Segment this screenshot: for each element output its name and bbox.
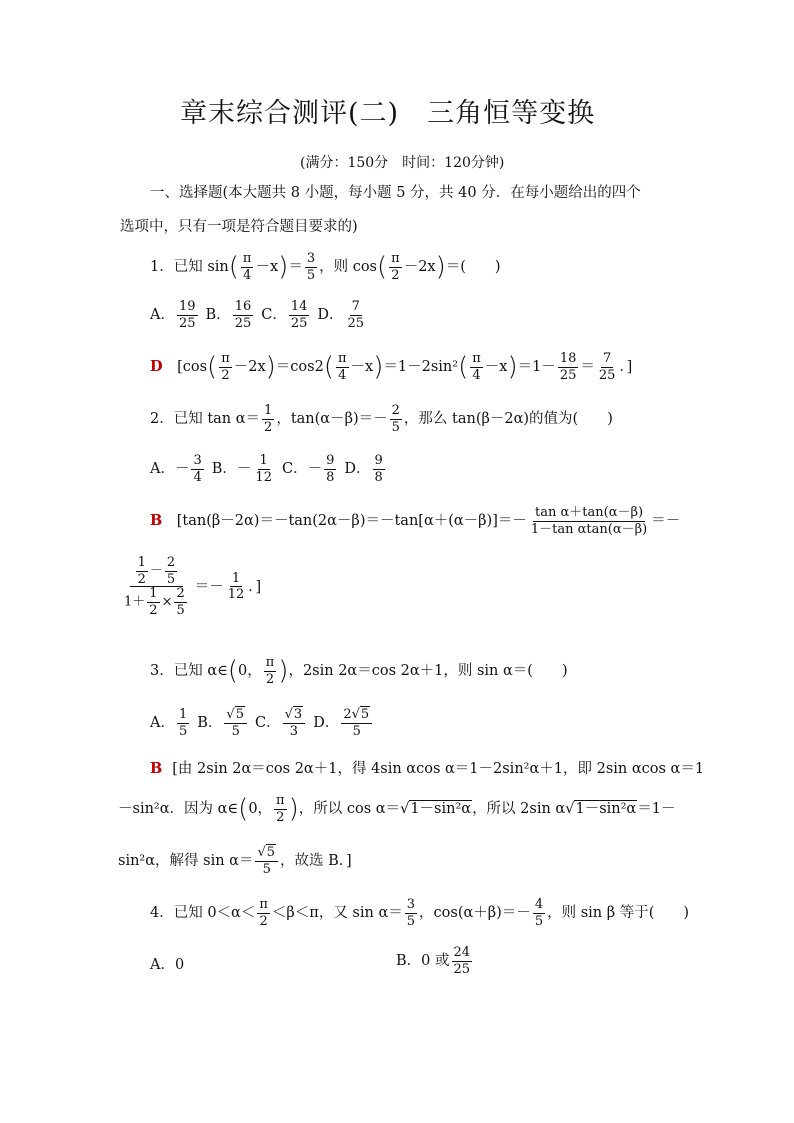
q3-answer: B <box>150 760 163 777</box>
q1-prefix: 1．已知 sin <box>150 258 229 275</box>
question-4: 4．已知 0＜α＜ $\frac{\pi}{2}$ ＜β＜π，又 sin α＝ $\frac{3}{5}$ ，cos(α＋β)＝－ $\frac{4}{5}$ ，则 sin β 等于( ) <box>150 897 690 929</box>
q2-answer: B <box>150 511 163 529</box>
q2-options: A．－ $\frac{3}{4}$ B．－ $\frac{1}{12}$ C．－ $\frac{9}{8}$ D． $\frac{9}{8}$ <box>150 453 383 485</box>
question-2: 2．已知 tan α＝ $\frac{1}{2}$ ，tan(α－β)＝－ $\frac{2}{5}$ ，那么 tan(β－2α)的值为( ) <box>150 403 613 435</box>
q1-options: A． $\frac{19}{25}$ B． $\frac{16}{25}$ C． $\frac{14}{25}$ D． $\frac{7}{25}$ <box>150 299 365 331</box>
q4-option-a: A．0 <box>150 957 185 973</box>
question-1: 1．已知 sin ( $\frac{\pi}{4}$ －x ) ＝ $\frac{3}{5}$ ，则 cos ( $\frac{\pi}{2}$ －2x ) ＝( ) <box>150 251 501 283</box>
q3-solution-line1: B [由 2sin 2α＝cos 2α＋1，得 4sin αcos α＝1－2sin²α＋1，即 2sin αcos α＝1 <box>150 760 705 777</box>
question-3: 3．已知 α∈ ( 0， $\frac{\pi}{2}$ ) ，2sin 2α＝cos 2α＋1，则 sin α＝( ) <box>150 655 568 687</box>
page-title: 章末综合测评(二) 三角恒等变换 <box>180 98 596 129</box>
q1-solution: D [cos ( $\frac{\pi}{2}$ －2x ) ＝cos2 ( $\frac{\pi}{4}$ －x ) ＝1－2sin² ( $\frac{\pi}{4}$ －x ) ＝1－ $\frac{18}{25}$ ＝ $\frac{7}{25}$ ．] <box>150 351 633 383</box>
q3-solution-line2: －sin²α．因为 α∈ ( 0， $\frac{\pi}{2}$ ) ，所以 cos α＝ √1－sin²α ，所以 2sin α √1－sin²α ＝1－ <box>118 793 676 825</box>
page-subtitle: (满分：150分 时间：120分钟) <box>300 155 505 171</box>
q4-option-b: B．0 或 $\frac{24}{25}$ <box>396 945 471 977</box>
q2-solution-cont: $\frac{1}{2}$ － $\frac{2}{5}$ 1＋ $\frac{1}{2}$ × $\frac{2}{5}$ ＝－ $\frac{1}{12}$ ．] <box>124 555 262 618</box>
q3-solution-line3: sin²α，解得 sin α＝ $\frac{√5}{5}$ ，故选 B．] <box>118 845 352 877</box>
q2-solution: B [tan(β－2α)＝－tan(2α－β)＝－tan[α＋(α－β)]＝－ $\frac{\text{tan α＋tan(α－β)}}{\text{1－tan αtan(α－β)}}$ ＝－ <box>150 505 681 537</box>
section1-line2: 选项中，只有一项是符合题目要求的) <box>120 219 358 235</box>
section1-line1: 一、选择题(本大题共 8 小题，每小题 5 分，共 40 分．在每小题给出的四个 <box>150 185 641 201</box>
q1-answer: D <box>150 357 163 375</box>
q3-options: A． $\frac{1}{5}$ B． $\frac{√5}{5}$ C． $\frac{√3}{3}$ D． $\frac{2√5}{5}$ <box>150 708 374 738</box>
